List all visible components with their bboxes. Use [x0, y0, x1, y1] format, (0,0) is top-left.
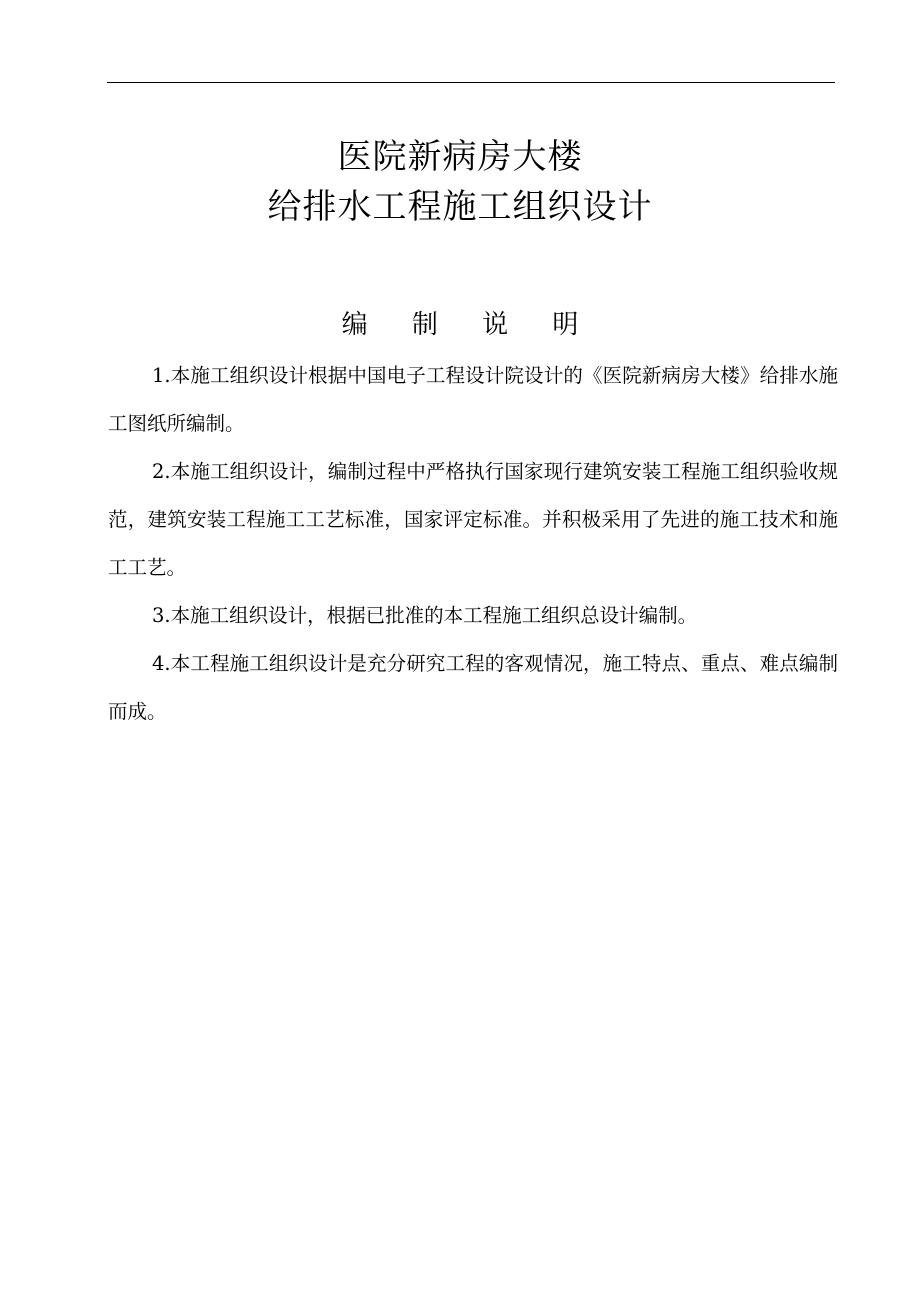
header-rule [107, 82, 835, 83]
paragraph-3: 3.本施工组织设计，根据已批准的本工程施工组织总设计编制。 [152, 604, 698, 627]
paragraph-1: 1.本施工组织设计根据中国电子工程设计院设计的《医院新病房大楼》给排水施工图纸所编制。 [108, 364, 838, 435]
section-heading: 编 制 说 明 [341, 310, 597, 340]
document-title [0, 132, 920, 232]
title-line-2: 给排水工程施工组织设计 [267, 187, 653, 227]
paragraph-4: 4.本工程施工组织设计是充分研究工程的客观情况，施工特点、重点、难点编制而成。 [108, 652, 838, 723]
paragraph-2: 2.本施工组织设计，编制过程中严格执行国家现行建筑安装工程施工组织验收规范，建筑安装工程施工工艺标准，国家评定标准。并积极采用了先进的施工技术和施工工艺。 [108, 460, 838, 579]
document-body [108, 352, 838, 736]
title-line-1: 医院新病房大楼 [337, 137, 583, 177]
